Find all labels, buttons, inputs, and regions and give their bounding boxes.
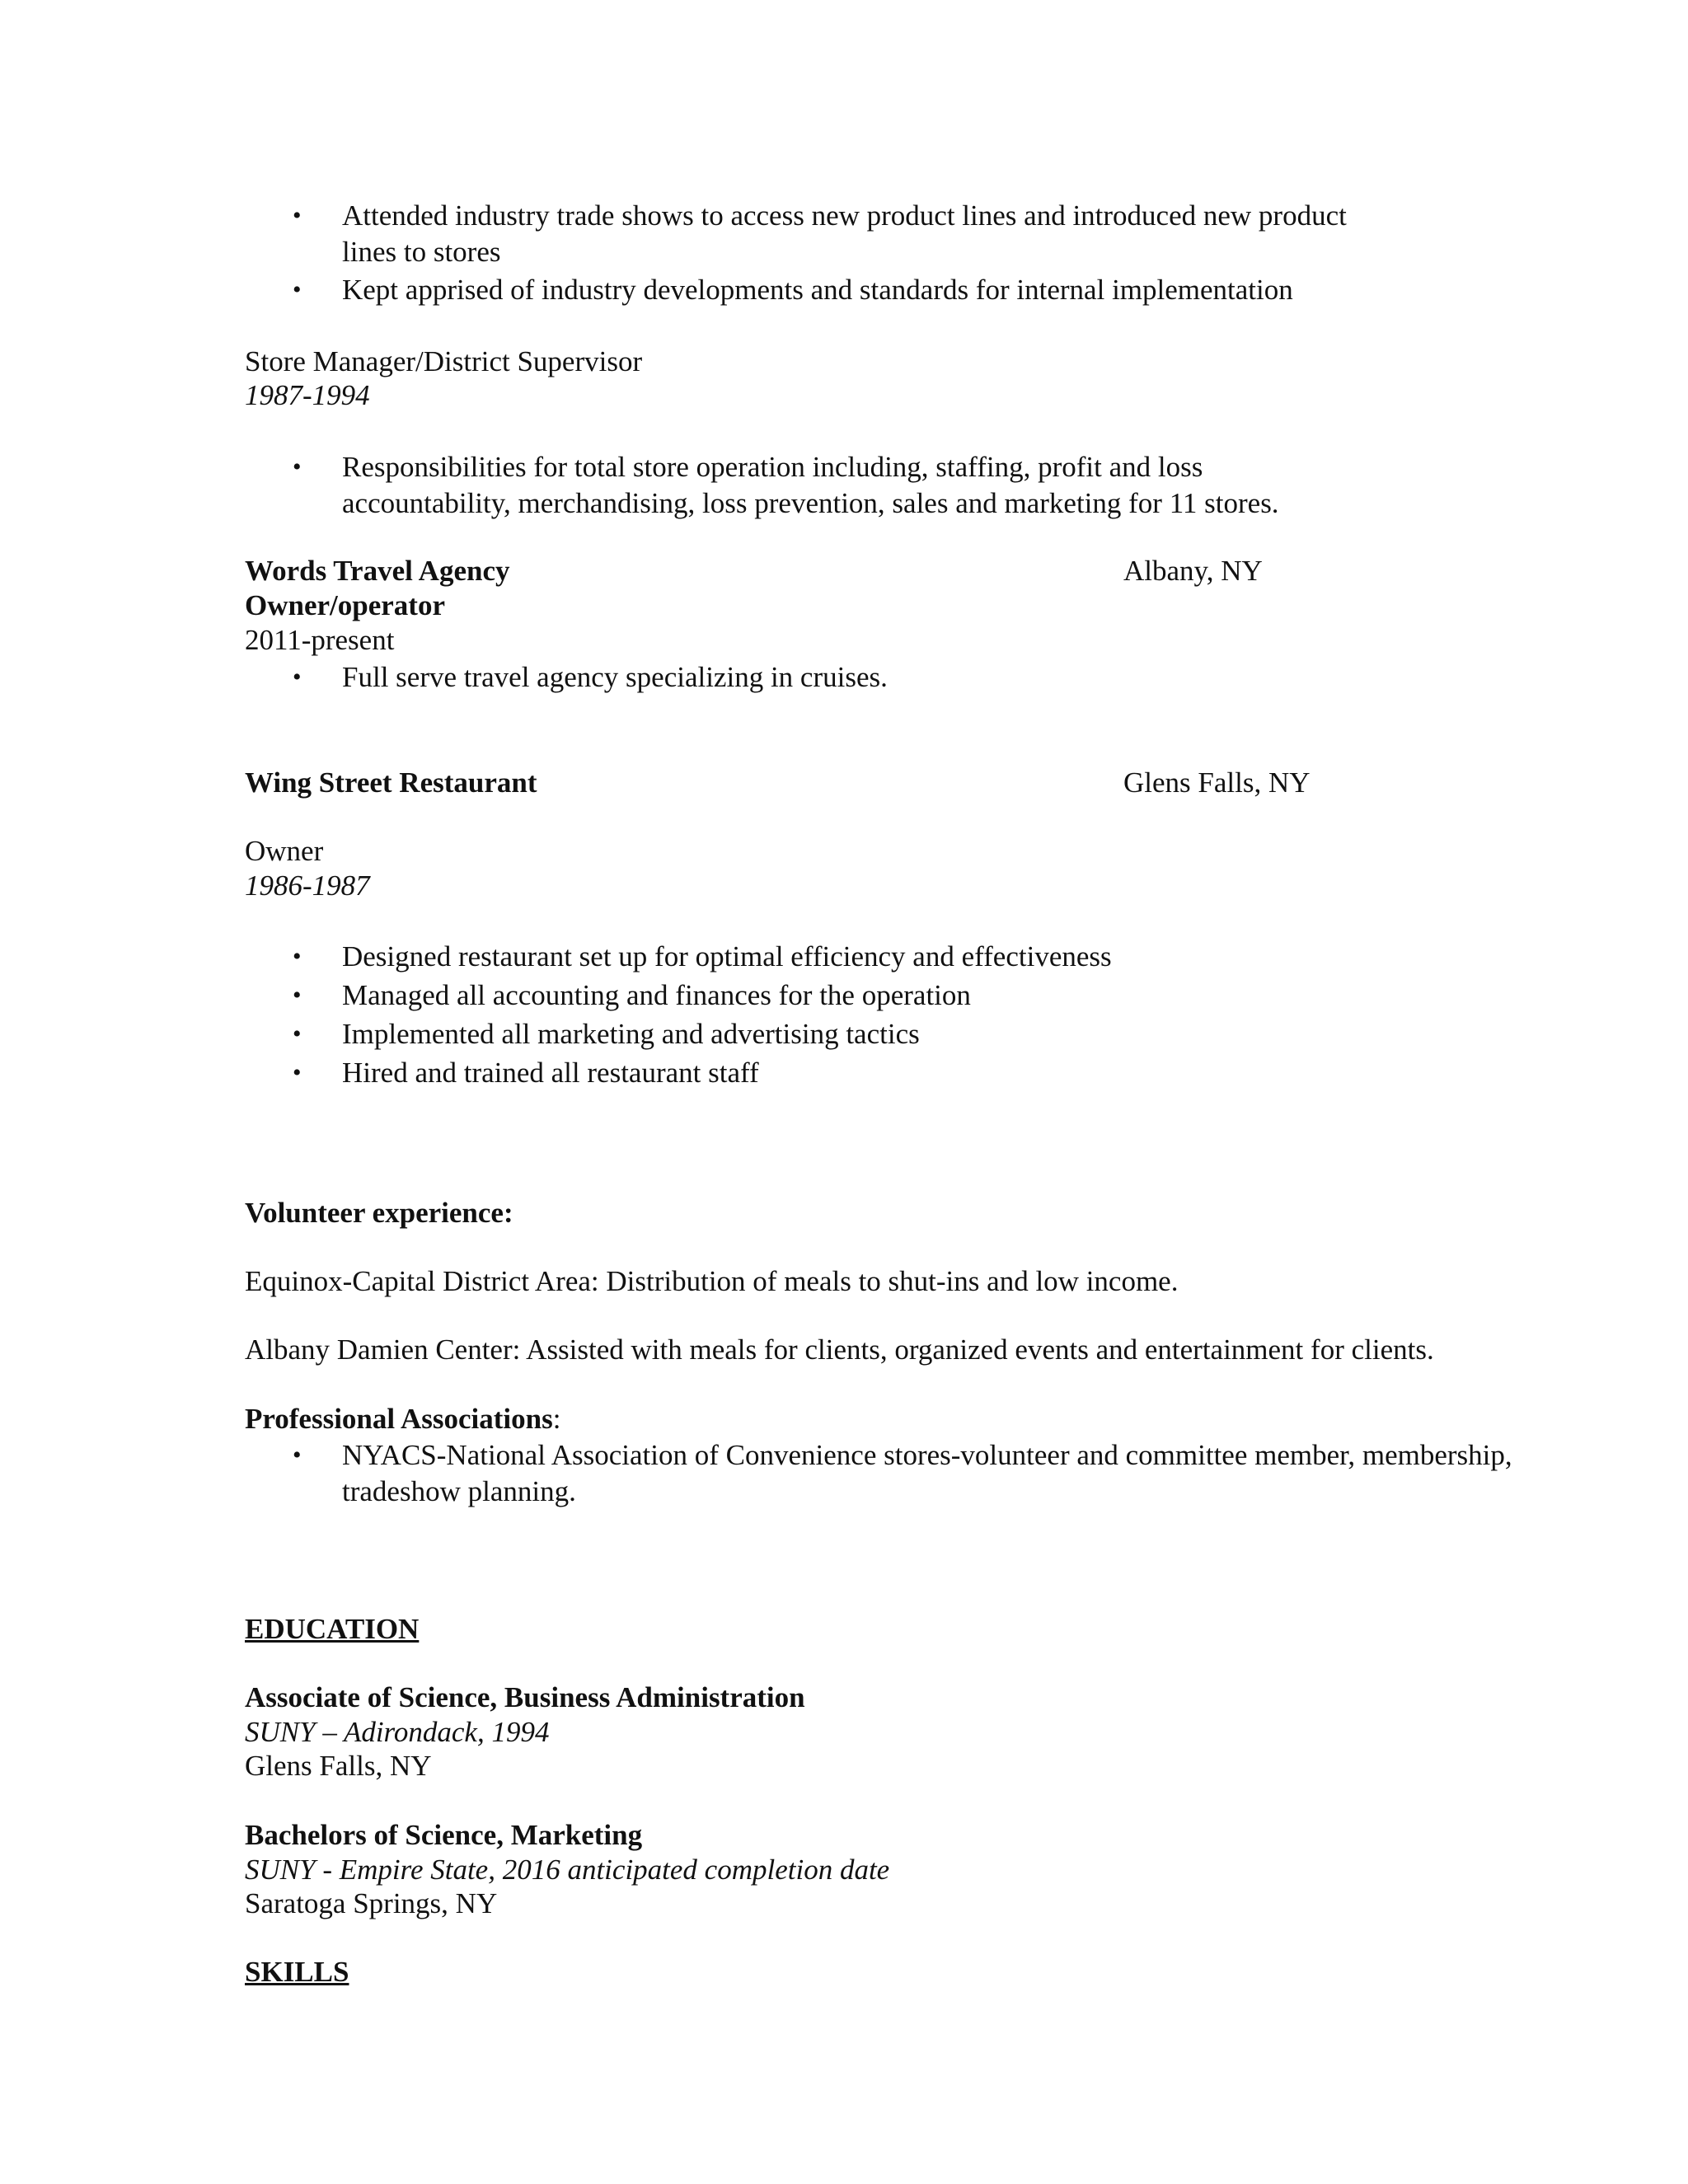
bullet-dot: • bbox=[293, 453, 302, 480]
volunteer-item: Albany Damien Center: Assisted with meals for clients, organized events and entertainment for clients. bbox=[245, 1333, 1434, 1366]
words-travel-bullet: Full serve travel agency specializing in cruises. bbox=[342, 661, 888, 693]
bullet-dot: • bbox=[293, 1059, 302, 1086]
trade-shows-bullet-line1: Attended industry trade shows to access new product lines and introduced new product bbox=[342, 199, 1347, 232]
volunteer-heading: Volunteer experience: bbox=[245, 1197, 513, 1229]
words-travel-location: Albany, NY bbox=[1123, 555, 1263, 587]
bullet-dot: • bbox=[293, 982, 302, 1009]
degree-location: Saratoga Springs, NY bbox=[245, 1887, 498, 1919]
words-travel-dates: 2011-present bbox=[245, 624, 395, 656]
words-travel-role: Owner/operator bbox=[245, 589, 445, 621]
words-travel-company: Words Travel Agency bbox=[245, 555, 510, 587]
degree-school: SUNY - Empire State, 2016 anticipated completion date bbox=[245, 1854, 890, 1886]
store-manager-bullet-line2: accountability, merchandising, loss prevention, sales and marketing for 11 stores. bbox=[342, 487, 1279, 519]
associations-bullet-line2: tradeshow planning. bbox=[342, 1475, 576, 1507]
bullet-dot: • bbox=[293, 276, 302, 303]
store-manager-dates: 1987-1994 bbox=[245, 379, 370, 411]
wing-street-company: Wing Street Restaurant bbox=[245, 766, 537, 799]
wing-street-location: Glens Falls, NY bbox=[1123, 766, 1311, 799]
bullet-dot: • bbox=[293, 943, 302, 970]
bullet-dot: • bbox=[293, 663, 302, 691]
store-manager-bullet-line1: Responsibilities for total store operation including, staffing, profit and loss bbox=[342, 451, 1203, 483]
bullet-dot: • bbox=[293, 202, 302, 229]
wing-street-dates: 1986-1987 bbox=[245, 869, 370, 902]
degree-title: Bachelors of Science, Marketing bbox=[245, 1819, 643, 1851]
wing-street-bullet: Designed restaurant set up for optimal efficiency and effectiveness bbox=[342, 940, 1112, 972]
associations-heading-line bbox=[245, 1401, 560, 1437]
industry-developments-bullet: Kept apprised of industry developments and standards for internal implementation bbox=[342, 274, 1293, 306]
skills-heading: SKILLS bbox=[245, 1956, 349, 1988]
wing-street-role: Owner bbox=[245, 835, 324, 867]
volunteer-item: Equinox-Capital District Area: Distribution of meals to shut-ins and low income. bbox=[245, 1265, 1179, 1297]
wing-street-bullet: Implemented all marketing and advertising tactics bbox=[342, 1018, 920, 1050]
education-heading: EDUCATION bbox=[245, 1613, 420, 1645]
wing-street-bullet: Hired and trained all restaurant staff bbox=[342, 1057, 759, 1089]
bullet-dot: • bbox=[293, 1020, 302, 1047]
degree-school: SUNY – Adirondack, 1994 bbox=[245, 1716, 550, 1748]
degree-title: Associate of Science, Business Administration bbox=[245, 1681, 805, 1713]
wing-street-bullet: Managed all accounting and finances for the operation bbox=[342, 979, 971, 1011]
associations-heading: Professional Associations bbox=[245, 1403, 553, 1435]
store-manager-title: Store Manager/District Supervisor bbox=[245, 345, 643, 377]
degree-location: Glens Falls, NY bbox=[245, 1750, 432, 1782]
associations-colon: : bbox=[552, 1403, 561, 1435]
trade-shows-bullet-line2: lines to stores bbox=[342, 236, 501, 268]
associations-bullet-line1: NYACS-National Association of Convenience stores-volunteer and committee member, membership, bbox=[342, 1439, 1512, 1471]
bullet-dot: • bbox=[293, 1441, 302, 1469]
